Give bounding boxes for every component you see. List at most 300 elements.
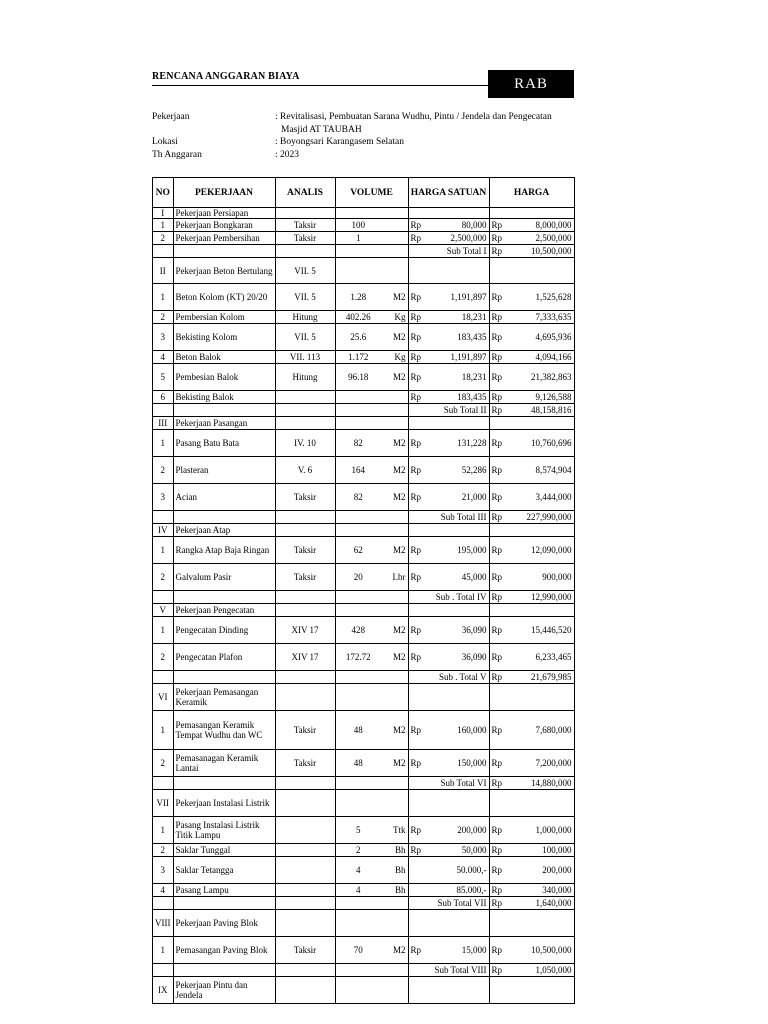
item-number: 3 <box>153 324 174 351</box>
volume-cell: 4 <box>335 857 381 884</box>
unit-cell <box>381 524 408 537</box>
table-row <box>153 750 575 777</box>
harga-satuan-cell: 150,000 <box>428 750 489 777</box>
analis-cell: VII. 113 <box>275 351 335 364</box>
harga-cell <box>507 604 574 617</box>
empty-cell <box>173 245 275 258</box>
analis-cell <box>275 910 335 937</box>
empty-cell <box>335 245 381 258</box>
harga-satuan-cell: 200,000 <box>428 817 489 844</box>
section-title: Pekerjaan Pemasangan Keramik <box>173 684 275 711</box>
empty-cell <box>173 671 275 684</box>
item-name: Pembersian Kolom <box>173 311 275 324</box>
rp-cell: Rp <box>489 404 507 417</box>
item-name: Beton Kolom (KT) 20/20 <box>173 284 275 311</box>
rp-cell: Rp <box>489 284 507 311</box>
unit-cell: M2 <box>381 937 408 964</box>
rp-cell <box>408 790 428 817</box>
header-harga: HARGA <box>489 178 574 208</box>
section-title: Pekerjaan Paving Blok <box>173 910 275 937</box>
analis-cell: Taksir <box>275 219 335 232</box>
item-name: Bekisting Balok <box>173 391 275 404</box>
analis-cell <box>275 684 335 711</box>
item-name: Pengecatan Dinding <box>173 617 275 644</box>
analis-cell <box>275 884 335 897</box>
rp-cell: Rp <box>489 351 507 364</box>
table-row <box>153 484 575 511</box>
header-volume: VOLUME <box>335 178 408 208</box>
section-row <box>153 977 575 1004</box>
empty-cell <box>335 591 381 604</box>
section-title: Pekerjaan Beton Bertulang <box>173 258 275 284</box>
item-number: 1 <box>153 817 174 844</box>
harga-cell: 6,233,465 <box>507 644 574 671</box>
empty-cell <box>275 404 335 417</box>
harga-satuan-cell: 195,000 <box>428 537 489 564</box>
section-row <box>153 208 575 219</box>
harga-satuan-cell <box>428 258 489 284</box>
empty-cell <box>408 404 428 417</box>
rp-cell: Rp <box>489 511 507 524</box>
volume-cell <box>335 208 381 219</box>
harga-cell: 15,446,520 <box>507 617 574 644</box>
rp-cell: Rp <box>408 391 428 404</box>
harga-satuan-cell: 131,228 <box>428 430 489 457</box>
harga-satuan-cell: 45,000 <box>428 564 489 591</box>
volume-cell: 402.26 <box>335 311 381 324</box>
info-row-lokasi <box>152 136 581 149</box>
item-number: 3 <box>153 484 174 511</box>
rp-cell: Rp <box>489 964 507 977</box>
empty-cell <box>381 404 408 417</box>
empty-cell <box>275 591 335 604</box>
volume-cell: 1.28 <box>335 284 381 311</box>
rp-cell <box>408 910 428 937</box>
section-title: Pekerjaan Pintu dan Jendela <box>173 977 275 1004</box>
rp-cell: Rp <box>408 817 428 844</box>
section-row <box>153 524 575 537</box>
rp-cell: Rp <box>489 430 507 457</box>
rp-cell <box>408 684 428 711</box>
rp-cell: Rp <box>408 311 428 324</box>
item-number: 2 <box>153 564 174 591</box>
empty-cell <box>335 777 381 790</box>
volume-cell: 1.172 <box>335 351 381 364</box>
harga-cell: 200,000 <box>507 857 574 884</box>
analis-cell: VII. 5 <box>275 324 335 351</box>
empty-cell <box>275 511 335 524</box>
empty-cell <box>153 591 174 604</box>
unit-cell: M2 <box>381 284 408 311</box>
table-row <box>153 564 575 591</box>
item-number: 1 <box>153 284 174 311</box>
section-row <box>153 604 575 617</box>
rp-cell: Rp <box>489 817 507 844</box>
item-number: 4 <box>153 351 174 364</box>
subtotal-value: 1,640,000 <box>507 897 574 910</box>
harga-satuan-cell: 2,500,000 <box>428 232 489 245</box>
rp-cell: Rp <box>489 484 507 511</box>
table-row <box>153 324 575 351</box>
item-name: Pasang Instalasi Listrik Titik Lampu <box>173 817 275 844</box>
rp-cell: Rp <box>489 711 507 750</box>
section-row <box>153 258 575 284</box>
volume-cell <box>335 977 381 1004</box>
unit-cell: Bh <box>381 857 408 884</box>
harga-satuan-cell <box>428 524 489 537</box>
subtotal-row <box>153 671 575 684</box>
unit-cell <box>381 417 408 430</box>
volume-cell <box>335 258 381 284</box>
analis-cell <box>275 857 335 884</box>
section-title: Pekerjaan Pengecatan <box>173 604 275 617</box>
rp-cell: Rp <box>489 844 507 857</box>
rp-cell <box>408 884 428 897</box>
analis-cell <box>275 604 335 617</box>
empty-cell <box>408 897 428 910</box>
section-number: VIII <box>153 910 174 937</box>
rp-cell <box>489 417 507 430</box>
empty-cell <box>275 777 335 790</box>
section-row <box>153 684 575 711</box>
rp-cell <box>489 977 507 1004</box>
harga-cell: 2,500,000 <box>507 232 574 245</box>
volume-cell: 2 <box>335 844 381 857</box>
analis-cell <box>275 391 335 404</box>
subtotal-value: 14,880,000 <box>507 777 574 790</box>
rp-cell: Rp <box>489 311 507 324</box>
item-name: Pekerjaan Bongkaran <box>173 219 275 232</box>
subtotal-row <box>153 777 575 790</box>
rp-cell <box>408 524 428 537</box>
rp-cell: Rp <box>408 617 428 644</box>
unit-cell: Ttk <box>381 817 408 844</box>
empty-cell <box>335 897 381 910</box>
section-number: II <box>153 258 174 284</box>
rp-cell <box>408 417 428 430</box>
analis-cell: Taksir <box>275 937 335 964</box>
unit-cell: M2 <box>381 430 408 457</box>
project-info <box>152 111 581 161</box>
section-number: VI <box>153 684 174 711</box>
subtotal-label: Sub Total VII <box>428 897 489 910</box>
volume-cell: 172.72 <box>335 644 381 671</box>
volume-cell <box>335 391 381 404</box>
rp-cell: Rp <box>408 844 428 857</box>
harga-cell: 100,000 <box>507 844 574 857</box>
rp-cell: Rp <box>489 232 507 245</box>
harga-cell <box>507 790 574 817</box>
item-number: 5 <box>153 364 174 391</box>
item-name: Pekerjaan Pembersihan <box>173 232 275 245</box>
section-number: III <box>153 417 174 430</box>
harga-cell: 4,695,936 <box>507 324 574 351</box>
item-number: 1 <box>153 711 174 750</box>
table-row <box>153 937 575 964</box>
table-row <box>153 537 575 564</box>
item-name: Galvalum Pasir <box>173 564 275 591</box>
empty-cell <box>381 245 408 258</box>
item-number: 1 <box>153 430 174 457</box>
item-number: 2 <box>153 232 174 245</box>
rp-cell: Rp <box>408 351 428 364</box>
unit-cell: M2 <box>381 364 408 391</box>
unit-cell <box>381 258 408 284</box>
table-header-row <box>153 178 575 208</box>
empty-cell <box>173 964 275 977</box>
harga-satuan-cell: 18,231 <box>428 364 489 391</box>
info-value: : 2023 <box>275 149 300 160</box>
item-number: 2 <box>153 844 174 857</box>
volume-cell: 4 <box>335 884 381 897</box>
rp-cell: Rp <box>489 391 507 404</box>
table-row <box>153 364 575 391</box>
empty-cell <box>275 671 335 684</box>
harga-cell: 10,500,000 <box>507 937 574 964</box>
volume-cell: 20 <box>335 564 381 591</box>
rp-cell: Rp <box>408 284 428 311</box>
rp-cell <box>489 684 507 711</box>
subtotal-row <box>153 897 575 910</box>
empty-cell <box>153 897 174 910</box>
rp-cell: Rp <box>408 484 428 511</box>
rp-cell: Rp <box>489 884 507 897</box>
item-name: Pasang Batu Bata <box>173 430 275 457</box>
empty-cell <box>381 964 408 977</box>
volume-cell <box>335 417 381 430</box>
empty-cell <box>173 897 275 910</box>
item-name: Beton Balok <box>173 351 275 364</box>
volume-cell: 62 <box>335 537 381 564</box>
harga-cell: 12,090,000 <box>507 537 574 564</box>
empty-cell <box>408 511 428 524</box>
unit-cell: Bh <box>381 844 408 857</box>
subtotal-label: Sub Total I <box>428 245 489 258</box>
empty-cell <box>335 404 381 417</box>
item-name: Saklar Tunggal <box>173 844 275 857</box>
unit-cell <box>381 232 408 245</box>
subtotal-row <box>153 511 575 524</box>
item-name: Plasteran <box>173 457 275 484</box>
subtotal-row <box>153 591 575 604</box>
harga-cell: 8,574,904 <box>507 457 574 484</box>
unit-cell: Kg <box>381 351 408 364</box>
analis-cell: XIV 17 <box>275 644 335 671</box>
item-name: Pemasangan Keramik Tempat Wudhu dan WC <box>173 711 275 750</box>
rp-cell: Rp <box>489 671 507 684</box>
info-key: Th Anggaran <box>152 149 202 160</box>
table-row <box>153 817 575 844</box>
harga-satuan-cell <box>428 790 489 817</box>
analis-cell: Taksir <box>275 750 335 777</box>
section-number: I <box>153 208 174 219</box>
subtotal-value: 227,990,000 <box>507 511 574 524</box>
info-row-tahun <box>152 149 581 162</box>
empty-cell <box>381 511 408 524</box>
harga-satuan-cell: 52,286 <box>428 457 489 484</box>
analis-cell: Taksir <box>275 564 335 591</box>
harga-cell: 10,760,696 <box>507 430 574 457</box>
harga-satuan-cell: 85.000,- <box>428 884 489 897</box>
document-title: RENCANA ANGGARAN BIAYA <box>152 71 300 82</box>
analis-cell <box>275 417 335 430</box>
unit-cell: M2 <box>381 324 408 351</box>
harga-satuan-cell: 15,000 <box>428 937 489 964</box>
unit-cell: M2 <box>381 711 408 750</box>
harga-cell: 7,333,635 <box>507 311 574 324</box>
section-title: Pekerjaan Instalasi Listrik <box>173 790 275 817</box>
table-row <box>153 430 575 457</box>
analis-cell <box>275 977 335 1004</box>
volume-cell: 96.18 <box>335 364 381 391</box>
harga-satuan-cell: 36,090 <box>428 644 489 671</box>
volume-cell <box>335 684 381 711</box>
empty-cell <box>153 777 174 790</box>
header-analis: ANALIS <box>275 178 335 208</box>
empty-cell <box>153 511 174 524</box>
empty-cell <box>335 511 381 524</box>
rp-cell: Rp <box>489 537 507 564</box>
unit-cell: Kg <box>381 311 408 324</box>
item-name: Pemasangan Paving Blok <box>173 937 275 964</box>
empty-cell <box>173 511 275 524</box>
empty-cell <box>173 591 275 604</box>
info-row-pekerjaan <box>152 111 581 124</box>
empty-cell <box>275 245 335 258</box>
analis-cell: XIV 17 <box>275 617 335 644</box>
rp-cell: Rp <box>489 245 507 258</box>
item-number: 1 <box>153 219 174 232</box>
empty-cell <box>408 964 428 977</box>
unit-cell: M2 <box>381 617 408 644</box>
empty-cell <box>381 671 408 684</box>
item-number: 6 <box>153 391 174 404</box>
rp-cell <box>489 258 507 284</box>
rp-cell <box>408 258 428 284</box>
rp-cell: Rp <box>489 777 507 790</box>
unit-cell <box>381 391 408 404</box>
info-key <box>152 124 275 137</box>
harga-satuan-cell: 1,191,897 <box>428 351 489 364</box>
table-row <box>153 284 575 311</box>
info-key: Lokasi <box>152 137 178 147</box>
analis-cell: IV. 10 <box>275 430 335 457</box>
item-name: Bekisting Kolom <box>173 324 275 351</box>
harga-cell: 9,126,588 <box>507 391 574 404</box>
table-row <box>153 644 575 671</box>
harga-cell <box>507 684 574 711</box>
harga-satuan-cell: 18,231 <box>428 311 489 324</box>
subtotal-label: Sub Total VIII <box>428 964 489 977</box>
volume-cell: 82 <box>335 484 381 511</box>
section-number: IV <box>153 524 174 537</box>
harga-cell: 3,444,000 <box>507 484 574 511</box>
rp-cell <box>408 604 428 617</box>
harga-cell: 8,000,000 <box>507 219 574 232</box>
harga-cell <box>507 208 574 219</box>
item-number: 4 <box>153 884 174 897</box>
rp-cell: Rp <box>489 750 507 777</box>
section-title: Pekerjaan Pasangan <box>173 417 275 430</box>
table-row <box>153 391 575 404</box>
harga-cell: 7,680,000 <box>507 711 574 750</box>
section-row <box>153 910 575 937</box>
unit-cell <box>381 208 408 219</box>
rp-cell: Rp <box>408 564 428 591</box>
empty-cell <box>408 671 428 684</box>
title-underline <box>152 85 488 86</box>
rp-cell: Rp <box>408 232 428 245</box>
volume-cell: 70 <box>335 937 381 964</box>
table-row <box>153 711 575 750</box>
rp-cell: Rp <box>408 219 428 232</box>
subtotal-label: Sub Total III <box>428 511 489 524</box>
item-name: Pemasanagan Keramik Lantai <box>173 750 275 777</box>
harga-satuan-cell: 160,000 <box>428 711 489 750</box>
analis-cell: V. 6 <box>275 457 335 484</box>
rp-cell: Rp <box>489 937 507 964</box>
analis-cell <box>275 844 335 857</box>
harga-satuan-cell <box>428 604 489 617</box>
harga-satuan-cell <box>428 684 489 711</box>
section-row <box>153 417 575 430</box>
harga-cell: 1,000,000 <box>507 817 574 844</box>
rp-cell: Rp <box>489 564 507 591</box>
empty-cell <box>381 897 408 910</box>
harga-cell: 7,200,000 <box>507 750 574 777</box>
volume-cell <box>335 604 381 617</box>
analis-cell <box>275 524 335 537</box>
subtotal-row <box>153 964 575 977</box>
section-row <box>153 790 575 817</box>
rp-cell <box>408 857 428 884</box>
subtotal-row <box>153 404 575 417</box>
subtotal-label: Sub Total II <box>428 404 489 417</box>
unit-cell <box>381 910 408 937</box>
harga-cell <box>507 910 574 937</box>
rab-table <box>152 177 575 1004</box>
harga-cell <box>507 417 574 430</box>
subtotal-value: 10,500,000 <box>507 245 574 258</box>
volume-cell: 1 <box>335 232 381 245</box>
rp-cell: Rp <box>408 937 428 964</box>
unit-cell: M2 <box>381 537 408 564</box>
item-name: Pembesian Balok <box>173 364 275 391</box>
harga-satuan-cell <box>428 977 489 1004</box>
volume-cell: 25.6 <box>335 324 381 351</box>
rp-cell: Rp <box>408 457 428 484</box>
volume-cell: 5 <box>335 817 381 844</box>
volume-cell <box>335 790 381 817</box>
analis-cell: VII. 5 <box>275 284 335 311</box>
info-value: : Revitalisasi, Pembuatan Sarana Wudhu, Pintu / Jendela dan Pengecatan <box>275 112 552 122</box>
subtotal-value: 21,679,985 <box>507 671 574 684</box>
rp-cell <box>489 910 507 937</box>
harga-satuan-cell <box>428 910 489 937</box>
section-title: Pekerjaan Persiapan <box>173 208 275 219</box>
table-body <box>153 208 575 1004</box>
empty-cell <box>408 777 428 790</box>
rp-cell: Rp <box>489 617 507 644</box>
table-row <box>153 844 575 857</box>
empty-cell <box>275 897 335 910</box>
unit-cell: Lbr <box>381 564 408 591</box>
rp-cell: Rp <box>489 897 507 910</box>
rp-cell: Rp <box>489 324 507 351</box>
empty-cell <box>275 964 335 977</box>
info-row-continuation <box>152 124 581 137</box>
harga-cell <box>507 977 574 1004</box>
